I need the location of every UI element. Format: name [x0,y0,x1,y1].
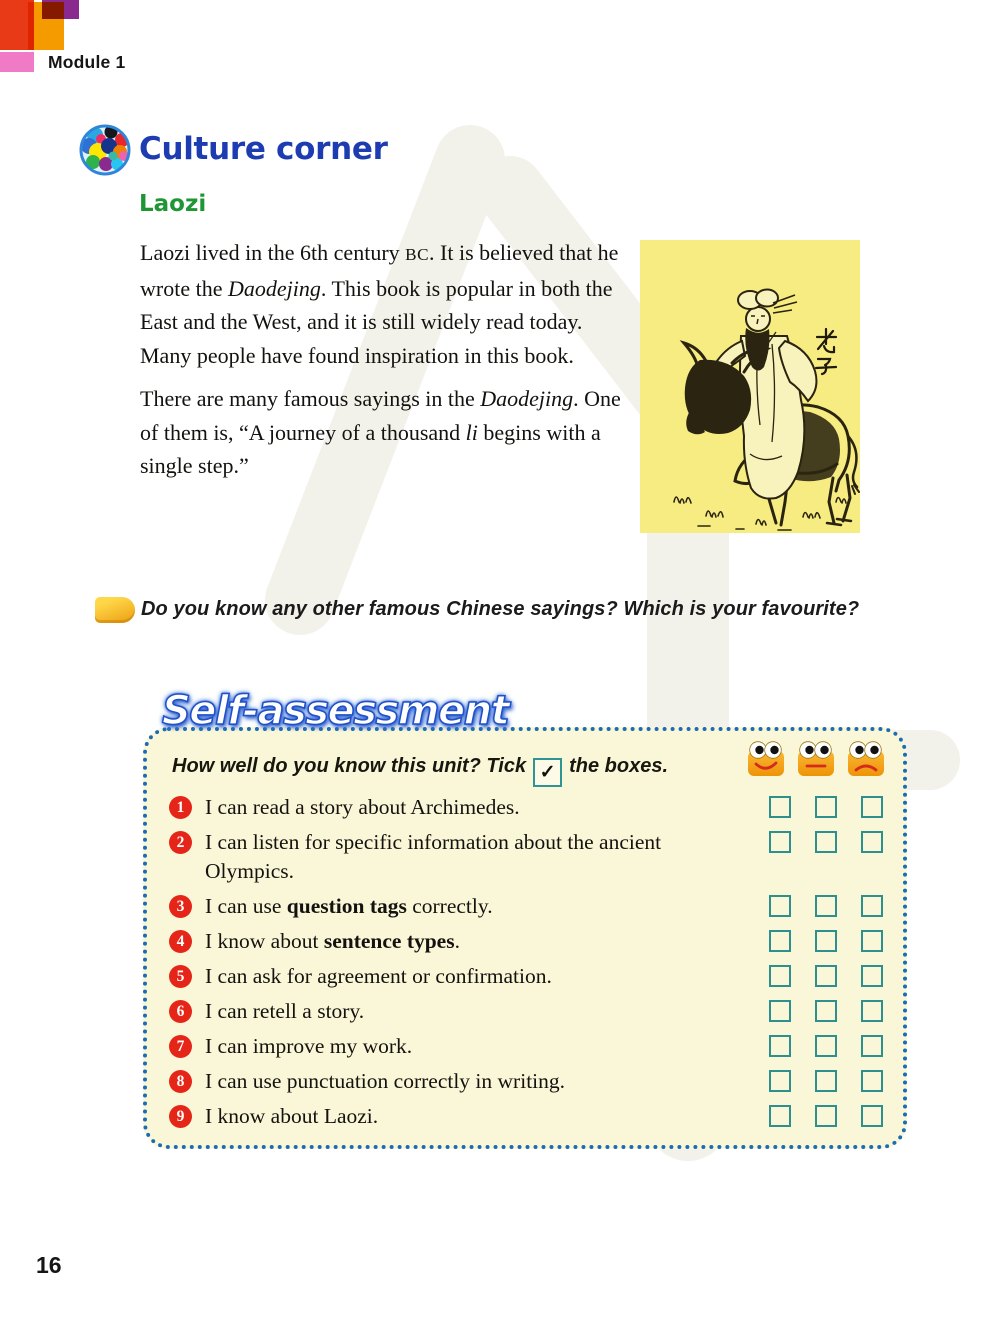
assessment-items [169,793,883,1137]
assessment-item-row [169,828,883,886]
text-segment: li [465,419,478,445]
text-segment: Daodejing [227,275,321,301]
self-assessment-title: Self-assessment [162,688,509,734]
assessment-checkbox[interactable] [769,1070,791,1092]
assessment-checkbox[interactable] [769,796,791,818]
module-label: Module 1 [48,52,126,72]
item-text [205,1067,721,1096]
text-segment: sentence types [323,929,455,953]
laozi-heading: Laozi [139,191,207,217]
corner-square-pink [0,52,34,72]
text-segment: correctly. [406,894,493,918]
assessment-checkbox[interactable] [861,1035,883,1057]
item-number-badge: 1 [169,796,192,819]
item-number-badge: 2 [169,831,192,854]
item-text [205,793,721,822]
item-text [205,828,721,886]
assessment-checkbox[interactable] [769,895,791,917]
item-checkboxes [769,796,883,818]
assessment-item-row [169,892,883,921]
assessment-checkbox[interactable] [769,1000,791,1022]
rating-faces [745,737,887,779]
item-checkboxes [769,1035,883,1057]
assessment-checkbox[interactable] [861,1070,883,1092]
tick-example-box [533,758,562,787]
item-number-badge: 6 [169,1000,192,1023]
text-segment: Laozi lived in the 6th century [140,240,406,265]
item-number-badge: 9 [169,1105,192,1128]
assessment-checkbox[interactable] [861,1000,883,1022]
culture-paragraphs [140,236,628,483]
instruction-before: How well do you know this unit? Tick [172,755,527,777]
item-text [205,1102,721,1131]
item-checkboxes [769,831,883,853]
item-checkboxes [769,1105,883,1127]
text-segment: I know about Laozi. [205,1104,379,1128]
question-text: Do you know any other famous Chinese sayings? Which is your favourite? [141,598,860,620]
item-number-badge: 8 [169,1070,192,1093]
assessment-checkbox[interactable] [861,965,883,987]
culture-corner-icon [78,123,132,177]
culture-corner-title: Culture corner [139,131,388,167]
text-segment: . One of them is, “A journey of a thousand [140,386,621,445]
paragraph [140,382,628,483]
text-segment: begins with a single step.” [140,419,601,478]
page-number: 16 [36,1252,62,1278]
item-checkboxes [769,930,883,952]
text-segment: I know about [205,929,324,953]
assessment-checkbox[interactable] [861,895,883,917]
item-text [205,1032,721,1061]
text-segment: . It is believed that he wrote the [140,240,619,301]
item-checkboxes [769,895,883,917]
assessment-checkbox[interactable] [815,831,837,853]
assessment-checkbox[interactable] [815,1105,837,1127]
text-segment: I can ask for agreement or confirmation. [205,964,552,988]
item-text [205,927,721,956]
assessment-checkbox[interactable] [769,1105,791,1127]
item-text [205,962,721,991]
item-text [205,997,721,1026]
text-segment: . [454,929,460,953]
assessment-item-row [169,1102,883,1131]
happy-face-icon [745,737,787,779]
text-segment: question tags [286,894,407,918]
assessment-item-row [169,927,883,956]
assessment-item-row [169,1067,883,1096]
text-segment: I can improve my work. [205,1034,413,1058]
tick-mark: ✓ [539,762,556,783]
text-segment: I can read a story about Archimedes. [205,795,520,819]
assessment-checkbox[interactable] [815,965,837,987]
paragraph [140,236,628,372]
assessment-checkbox[interactable] [815,930,837,952]
item-number-badge: 5 [169,965,192,988]
item-text [205,892,721,921]
assessment-checkbox[interactable] [861,930,883,952]
assessment-item-row [169,997,883,1026]
item-number-badge: 3 [169,895,192,918]
assessment-checkbox[interactable] [769,1035,791,1057]
laozi-ox-illustration [640,240,860,533]
text-segment: I can use [205,894,287,918]
text-segment: . This book is popular in both the East and the West, and it is still widely read today. Many people have found inspiration in this book. [140,275,613,368]
assessment-checkbox[interactable] [861,831,883,853]
assessment-checkbox[interactable] [769,965,791,987]
text-segment: BC [405,245,430,264]
text-segment: There are many famous sayings in the [140,386,481,411]
sad-face-icon [845,737,887,779]
assessment-checkbox[interactable] [815,895,837,917]
assessment-item-row [169,962,883,991]
item-number-badge: 7 [169,1035,192,1058]
text-segment: Daodejing [480,386,574,411]
assessment-checkbox[interactable] [815,1035,837,1057]
assessment-checkbox[interactable] [769,831,791,853]
text-segment: I can retell a story. [205,999,365,1023]
assessment-item-row [169,793,883,822]
self-assessment-panel [143,727,907,1149]
assessment-checkbox[interactable] [815,1000,837,1022]
assessment-checkbox[interactable] [769,930,791,952]
assessment-instruction [172,755,668,787]
text-segment: I can use punctuation correctly in writing. [205,1069,566,1093]
question-pointer-icon [95,597,135,623]
assessment-checkbox[interactable] [861,1105,883,1127]
assessment-item-row [169,1032,883,1061]
neutral-face-icon [795,737,837,779]
assessment-checkbox[interactable] [815,796,837,818]
corner-square-purple [42,0,79,19]
item-checkboxes [769,965,883,987]
item-number-badge: 4 [169,930,192,953]
assessment-checkbox[interactable] [861,796,883,818]
item-checkboxes [769,1000,883,1022]
assessment-checkbox[interactable] [815,1070,837,1092]
text-segment: I can listen for specific information about the ancient Olympics. [205,830,662,883]
item-checkboxes [769,1070,883,1092]
instruction-after: the boxes. [569,755,669,777]
